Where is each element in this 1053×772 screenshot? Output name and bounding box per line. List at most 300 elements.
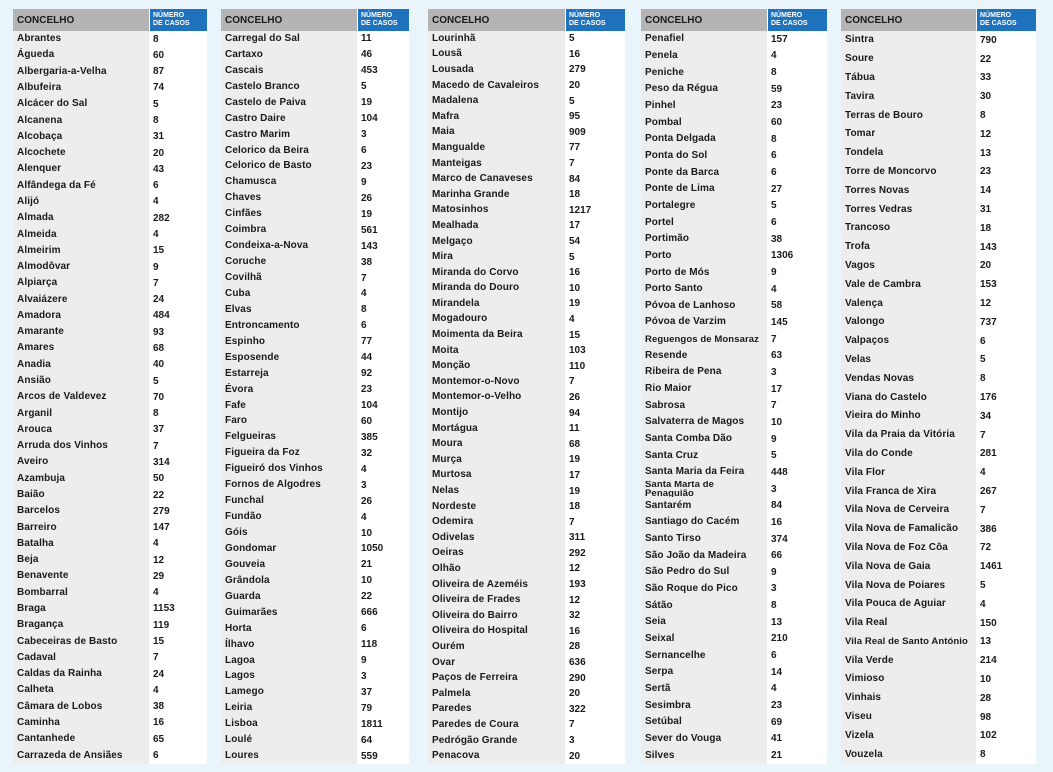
concelho-name: Lisboa bbox=[221, 716, 357, 732]
case-count: 19 bbox=[565, 296, 625, 312]
concelho-name: Ponta Delgada bbox=[641, 131, 767, 148]
concelho-name: Ribeira de Pena bbox=[641, 364, 767, 381]
header-numero-de-casos bbox=[976, 9, 1036, 31]
table-row bbox=[13, 422, 207, 438]
case-count: 10 bbox=[976, 670, 1036, 689]
table-row bbox=[641, 747, 827, 764]
case-count: 37 bbox=[149, 422, 207, 438]
concelho-name: Vila Real de Santo António bbox=[841, 633, 976, 652]
case-count: 9 bbox=[149, 259, 207, 275]
concelho-name: Viseu bbox=[841, 708, 976, 727]
table-row bbox=[641, 481, 827, 498]
table-row bbox=[841, 294, 1036, 313]
header-numero-de-casos bbox=[357, 9, 409, 31]
case-count: 10 bbox=[357, 525, 409, 541]
case-count: 8 bbox=[767, 131, 827, 148]
concelho-name: Valença bbox=[841, 294, 976, 313]
concelho-name: Vila Nova de Gaia bbox=[841, 557, 976, 576]
case-count: 1153 bbox=[149, 601, 207, 617]
concelho-name: Seixal bbox=[641, 631, 767, 648]
table-row bbox=[841, 426, 1036, 445]
case-count: 26 bbox=[357, 190, 409, 206]
case-count: 4 bbox=[357, 509, 409, 525]
table-row bbox=[221, 414, 409, 430]
table-row bbox=[641, 514, 827, 531]
case-count: 29 bbox=[149, 568, 207, 584]
table-row bbox=[428, 717, 625, 733]
case-count: 636 bbox=[565, 655, 625, 671]
concelho-name: Castro Daire bbox=[221, 111, 357, 127]
concelho-name: Sabrosa bbox=[641, 397, 767, 414]
concelho-name: Murça bbox=[428, 452, 565, 468]
concelho-name: Lamego bbox=[221, 684, 357, 700]
table-row bbox=[13, 601, 207, 617]
concelho-name: Ponte de Lima bbox=[641, 181, 767, 198]
case-count: 20 bbox=[565, 686, 625, 702]
case-count: 104 bbox=[357, 111, 409, 127]
table-row bbox=[221, 143, 409, 159]
table-row bbox=[841, 407, 1036, 426]
concelho-name: Sintra bbox=[841, 31, 976, 50]
case-count: 3 bbox=[565, 733, 625, 749]
case-count: 23 bbox=[767, 98, 827, 115]
case-count: 3 bbox=[767, 364, 827, 381]
table-row bbox=[641, 464, 827, 481]
concelho-name: Paredes bbox=[428, 702, 565, 718]
case-count: 157 bbox=[767, 31, 827, 48]
case-count: 7 bbox=[565, 374, 625, 390]
concelho-name: Torre de Moncorvo bbox=[841, 163, 976, 182]
case-count: 909 bbox=[565, 125, 625, 141]
case-count: 4 bbox=[976, 463, 1036, 482]
concelho-name: Melgaço bbox=[428, 234, 565, 250]
case-count: 7 bbox=[565, 156, 625, 172]
concelho-name: Alcanena bbox=[13, 112, 149, 128]
concelho-name: Macedo de Cavaleiros bbox=[428, 78, 565, 94]
table-row bbox=[641, 331, 827, 348]
concelho-name: Castro Marim bbox=[221, 127, 357, 143]
table-row bbox=[13, 178, 207, 194]
case-count: 6 bbox=[767, 148, 827, 165]
column-rows bbox=[428, 31, 625, 764]
case-count: 70 bbox=[149, 389, 207, 405]
concelho-name: Lagoa bbox=[221, 653, 357, 669]
case-count: 7 bbox=[357, 270, 409, 286]
concelho-name: Figueira da Foz bbox=[221, 445, 357, 461]
case-count: 737 bbox=[976, 313, 1036, 332]
concelho-name: Cartaxo bbox=[221, 47, 357, 63]
case-count: 666 bbox=[357, 605, 409, 621]
concelho-name: Mortágua bbox=[428, 421, 565, 437]
case-count: 21 bbox=[357, 557, 409, 573]
concelho-name: Guimarães bbox=[221, 605, 357, 621]
concelho-name: Águeda bbox=[13, 47, 149, 63]
table-row bbox=[221, 573, 409, 589]
case-count: 10 bbox=[767, 414, 827, 431]
case-count: 13 bbox=[976, 144, 1036, 163]
case-count: 6 bbox=[357, 621, 409, 637]
concelho-name: Batalha bbox=[13, 536, 149, 552]
case-count: 14 bbox=[767, 664, 827, 681]
table-row bbox=[221, 174, 409, 190]
table-row bbox=[641, 697, 827, 714]
concelho-name: São Pedro do Sul bbox=[641, 564, 767, 581]
case-count: 110 bbox=[565, 358, 625, 374]
concelho-name: Moita bbox=[428, 343, 565, 359]
table-row bbox=[641, 381, 827, 398]
case-count: 279 bbox=[565, 62, 625, 78]
case-count: 16 bbox=[149, 715, 207, 731]
table-row bbox=[841, 745, 1036, 764]
concelho-name: Vinhais bbox=[841, 689, 976, 708]
concelho-name: Horta bbox=[221, 621, 357, 637]
concelho-name: Mogadouro bbox=[428, 312, 565, 328]
table-row bbox=[13, 471, 207, 487]
concelho-name: Faro bbox=[221, 414, 357, 430]
case-count: 33 bbox=[976, 69, 1036, 88]
table-row bbox=[221, 637, 409, 653]
table-row bbox=[641, 164, 827, 181]
case-count: 4 bbox=[767, 681, 827, 698]
case-count: 5 bbox=[767, 198, 827, 215]
table-row bbox=[13, 519, 207, 535]
table-row bbox=[641, 281, 827, 298]
concelho-name: Chamusca bbox=[221, 174, 357, 190]
case-count: 17 bbox=[767, 381, 827, 398]
concelho-name: Covilhã bbox=[221, 270, 357, 286]
table-row bbox=[13, 454, 207, 470]
concelho-name: Torres Novas bbox=[841, 181, 976, 200]
table-row bbox=[13, 31, 207, 47]
concelho-name: Porto bbox=[641, 248, 767, 265]
case-count: 20 bbox=[976, 257, 1036, 276]
concelho-name: Rio Maior bbox=[641, 381, 767, 398]
case-count: 38 bbox=[767, 231, 827, 248]
concelho-name: Vila Nova de Foz Côa bbox=[841, 539, 976, 558]
table-row bbox=[13, 536, 207, 552]
table-row bbox=[428, 670, 625, 686]
concelho-name: Fornos de Algodres bbox=[221, 477, 357, 493]
header-numero-de-casos bbox=[565, 9, 625, 31]
table-row bbox=[428, 530, 625, 546]
case-count: 103 bbox=[565, 343, 625, 359]
concelho-name: Odemira bbox=[428, 514, 565, 530]
concelho-name: Pedrógão Grande bbox=[428, 733, 565, 749]
concelho-name: Vila Nova de Poiares bbox=[841, 576, 976, 595]
header-casos-line2: DE CASOS bbox=[771, 20, 808, 27]
table-row bbox=[641, 547, 827, 564]
table-row bbox=[221, 621, 409, 637]
concelho-name: Castelo de Paiva bbox=[221, 95, 357, 111]
table-row bbox=[641, 581, 827, 598]
table-row bbox=[13, 64, 207, 80]
column-header bbox=[13, 9, 207, 31]
case-count: 5 bbox=[565, 31, 625, 47]
table-row bbox=[841, 708, 1036, 727]
table-row bbox=[428, 109, 625, 125]
case-count: 15 bbox=[149, 633, 207, 649]
concelho-name: Marinha Grande bbox=[428, 187, 565, 203]
table-row bbox=[13, 699, 207, 715]
case-count: 23 bbox=[767, 697, 827, 714]
table-row bbox=[841, 369, 1036, 388]
table-row bbox=[221, 206, 409, 222]
case-count: 1461 bbox=[976, 557, 1036, 576]
concelho-name: Vouzela bbox=[841, 745, 976, 764]
table-row bbox=[428, 608, 625, 624]
case-count: 4 bbox=[149, 585, 207, 601]
case-count: 72 bbox=[976, 539, 1036, 558]
table-row bbox=[13, 373, 207, 389]
header-concelho: CONCELHO bbox=[641, 9, 767, 31]
table-row bbox=[641, 597, 827, 614]
table-row bbox=[221, 286, 409, 302]
concelho-name: Montemor-o-Novo bbox=[428, 374, 565, 390]
concelho-name: Bragança bbox=[13, 617, 149, 633]
table-row bbox=[428, 561, 625, 577]
table-row bbox=[221, 222, 409, 238]
concelho-name: Felgueiras bbox=[221, 429, 357, 445]
case-count: 54 bbox=[565, 234, 625, 250]
case-count: 30 bbox=[976, 87, 1036, 106]
concelho-name: Santiago do Cacém bbox=[641, 514, 767, 531]
table-row bbox=[221, 541, 409, 557]
case-count: 74 bbox=[149, 80, 207, 96]
table-row bbox=[13, 259, 207, 275]
table-row bbox=[428, 639, 625, 655]
concelho-name: Vagos bbox=[841, 257, 976, 276]
case-count: 7 bbox=[149, 275, 207, 291]
table-row bbox=[13, 80, 207, 96]
table-row bbox=[428, 499, 625, 515]
concelho-name: Miranda do Corvo bbox=[428, 265, 565, 281]
case-count: 12 bbox=[565, 561, 625, 577]
table-row bbox=[641, 264, 827, 281]
concelho-name: Ílhavo bbox=[221, 637, 357, 653]
table-row bbox=[841, 689, 1036, 708]
case-count: 22 bbox=[357, 589, 409, 605]
concelho-name: Viana do Castelo bbox=[841, 388, 976, 407]
concelho-name: Paços de Ferreira bbox=[428, 670, 565, 686]
table-row bbox=[221, 382, 409, 398]
concelho-name: Montijo bbox=[428, 405, 565, 421]
concelho-name: Coruche bbox=[221, 254, 357, 270]
concelho-name: Funchal bbox=[221, 493, 357, 509]
table-row bbox=[841, 50, 1036, 69]
case-count: 24 bbox=[149, 292, 207, 308]
table-row bbox=[13, 112, 207, 128]
case-count: 6 bbox=[149, 178, 207, 194]
case-count: 8 bbox=[149, 31, 207, 47]
concelho-name: Abrantes bbox=[13, 31, 149, 47]
concelho-name: Ourém bbox=[428, 639, 565, 655]
case-count: 20 bbox=[565, 78, 625, 94]
case-count: 4 bbox=[149, 682, 207, 698]
table-row bbox=[841, 144, 1036, 163]
table-row bbox=[428, 452, 625, 468]
case-count: 98 bbox=[976, 708, 1036, 727]
concelho-name: Cascais bbox=[221, 63, 357, 79]
concelho-name: Vila Flor bbox=[841, 463, 976, 482]
concelho-name: Fundão bbox=[221, 509, 357, 525]
concelho-name: Lagos bbox=[221, 669, 357, 685]
case-count: 13 bbox=[976, 633, 1036, 652]
case-count: 1050 bbox=[357, 541, 409, 557]
case-count: 77 bbox=[357, 334, 409, 350]
case-count: 37 bbox=[357, 684, 409, 700]
case-count: 314 bbox=[149, 454, 207, 470]
concelho-name: Peso da Régua bbox=[641, 81, 767, 98]
case-count: 95 bbox=[565, 109, 625, 125]
concelho-name: Alijó bbox=[13, 194, 149, 210]
table-row bbox=[13, 405, 207, 421]
case-count: 7 bbox=[976, 426, 1036, 445]
table-row bbox=[13, 210, 207, 226]
concelho-name: Mangualde bbox=[428, 140, 565, 156]
table-row bbox=[221, 493, 409, 509]
table-row bbox=[221, 669, 409, 685]
table-row bbox=[13, 389, 207, 405]
table-column-1 bbox=[13, 9, 207, 764]
concelho-name: Penacova bbox=[428, 748, 565, 764]
case-count: 104 bbox=[357, 398, 409, 414]
concelho-name: Alfândega da Fé bbox=[13, 178, 149, 194]
table-row bbox=[13, 747, 207, 763]
table-row bbox=[428, 577, 625, 593]
table-row bbox=[428, 281, 625, 297]
table-row bbox=[221, 366, 409, 382]
case-count: 5 bbox=[767, 447, 827, 464]
table-row bbox=[428, 296, 625, 312]
concelho-name: Fafe bbox=[221, 398, 357, 414]
case-count: 23 bbox=[357, 159, 409, 175]
table-row bbox=[13, 568, 207, 584]
case-count: 22 bbox=[976, 50, 1036, 69]
table-row bbox=[428, 249, 625, 265]
table-row bbox=[221, 445, 409, 461]
case-count: 60 bbox=[149, 47, 207, 63]
case-count: 34 bbox=[976, 407, 1036, 426]
case-count: 4 bbox=[149, 194, 207, 210]
table-row bbox=[221, 653, 409, 669]
case-count: 453 bbox=[357, 63, 409, 79]
table-row bbox=[841, 351, 1036, 370]
case-count: 6 bbox=[149, 747, 207, 763]
table-row bbox=[841, 275, 1036, 294]
table-row bbox=[841, 482, 1036, 501]
concelho-name: Castelo Branco bbox=[221, 79, 357, 95]
concelho-name: Sertã bbox=[641, 681, 767, 698]
table-row bbox=[13, 552, 207, 568]
concelho-name: Cantanhede bbox=[13, 731, 149, 747]
case-count: 214 bbox=[976, 651, 1036, 670]
concelho-name: Tondela bbox=[841, 144, 976, 163]
concelho-name: Arganil bbox=[13, 405, 149, 421]
case-count: 94 bbox=[565, 405, 625, 421]
table-row bbox=[428, 265, 625, 281]
case-count: 31 bbox=[976, 200, 1036, 219]
table-row bbox=[641, 647, 827, 664]
concelho-name: Torres Vedras bbox=[841, 200, 976, 219]
table-row bbox=[428, 483, 625, 499]
concelho-name: Setúbal bbox=[641, 714, 767, 731]
table-row bbox=[13, 650, 207, 666]
table-column-5 bbox=[841, 9, 1036, 764]
concelho-name: Porto de Mós bbox=[641, 264, 767, 281]
header-concelho: CONCELHO bbox=[841, 9, 976, 31]
concelho-name: Baião bbox=[13, 487, 149, 503]
case-count: 145 bbox=[767, 314, 827, 331]
case-count: 46 bbox=[357, 47, 409, 63]
case-count: 44 bbox=[357, 350, 409, 366]
case-count: 322 bbox=[565, 702, 625, 718]
header-casos-line1: NÚMERO bbox=[153, 12, 185, 19]
table-row bbox=[13, 292, 207, 308]
table-column-2 bbox=[221, 9, 409, 764]
table-row bbox=[13, 308, 207, 324]
concelho-name: Espinho bbox=[221, 334, 357, 350]
table-row bbox=[428, 468, 625, 484]
table-row bbox=[221, 270, 409, 286]
concelho-name: Santo Tirso bbox=[641, 531, 767, 548]
table-row bbox=[641, 731, 827, 748]
concelho-name: Santa Cruz bbox=[641, 447, 767, 464]
case-count: 6 bbox=[767, 164, 827, 181]
concelho-name: Aveiro bbox=[13, 454, 149, 470]
concelho-name: Arcos de Valdevez bbox=[13, 389, 149, 405]
concelho-name: Mira bbox=[428, 249, 565, 265]
table-row bbox=[221, 111, 409, 127]
concelho-name: São João da Madeira bbox=[641, 547, 767, 564]
table-row bbox=[428, 358, 625, 374]
table-row bbox=[641, 681, 827, 698]
case-count: 1811 bbox=[357, 716, 409, 732]
concelho-name: Olhão bbox=[428, 561, 565, 577]
case-count: 12 bbox=[976, 294, 1036, 313]
table-row bbox=[428, 31, 625, 47]
table-row bbox=[641, 631, 827, 648]
concelho-name: Câmara de Lobos bbox=[13, 699, 149, 715]
header-concelho: CONCELHO bbox=[221, 9, 357, 31]
header-casos-line2: DE CASOS bbox=[569, 20, 606, 27]
case-count: 23 bbox=[976, 163, 1036, 182]
case-count: 93 bbox=[149, 324, 207, 340]
concelho-name: Vila Nova de Cerveira bbox=[841, 501, 976, 520]
table-row bbox=[428, 203, 625, 219]
case-count: 4 bbox=[149, 226, 207, 242]
concelho-name: Amarante bbox=[13, 324, 149, 340]
table-row bbox=[841, 726, 1036, 745]
case-count: 19 bbox=[357, 95, 409, 111]
table-row bbox=[13, 47, 207, 63]
concelho-name: Moimenta da Beira bbox=[428, 327, 565, 343]
concelho-name: Matosinhos bbox=[428, 203, 565, 219]
table-row bbox=[641, 497, 827, 514]
table-row bbox=[841, 557, 1036, 576]
concelho-name: Miranda do Douro bbox=[428, 281, 565, 297]
case-count: 50 bbox=[149, 471, 207, 487]
concelho-name: Murtosa bbox=[428, 468, 565, 484]
concelho-name: Nordeste bbox=[428, 499, 565, 515]
header-casos-line1: NÚMERO bbox=[569, 12, 601, 19]
table-row bbox=[641, 214, 827, 231]
case-count: 10 bbox=[565, 281, 625, 297]
case-count: 11 bbox=[565, 421, 625, 437]
concelho-name: Barcelos bbox=[13, 503, 149, 519]
concelho-name: Mafra bbox=[428, 109, 565, 125]
case-count: 79 bbox=[357, 700, 409, 716]
concelho-name: Carregal do Sal bbox=[221, 31, 357, 47]
